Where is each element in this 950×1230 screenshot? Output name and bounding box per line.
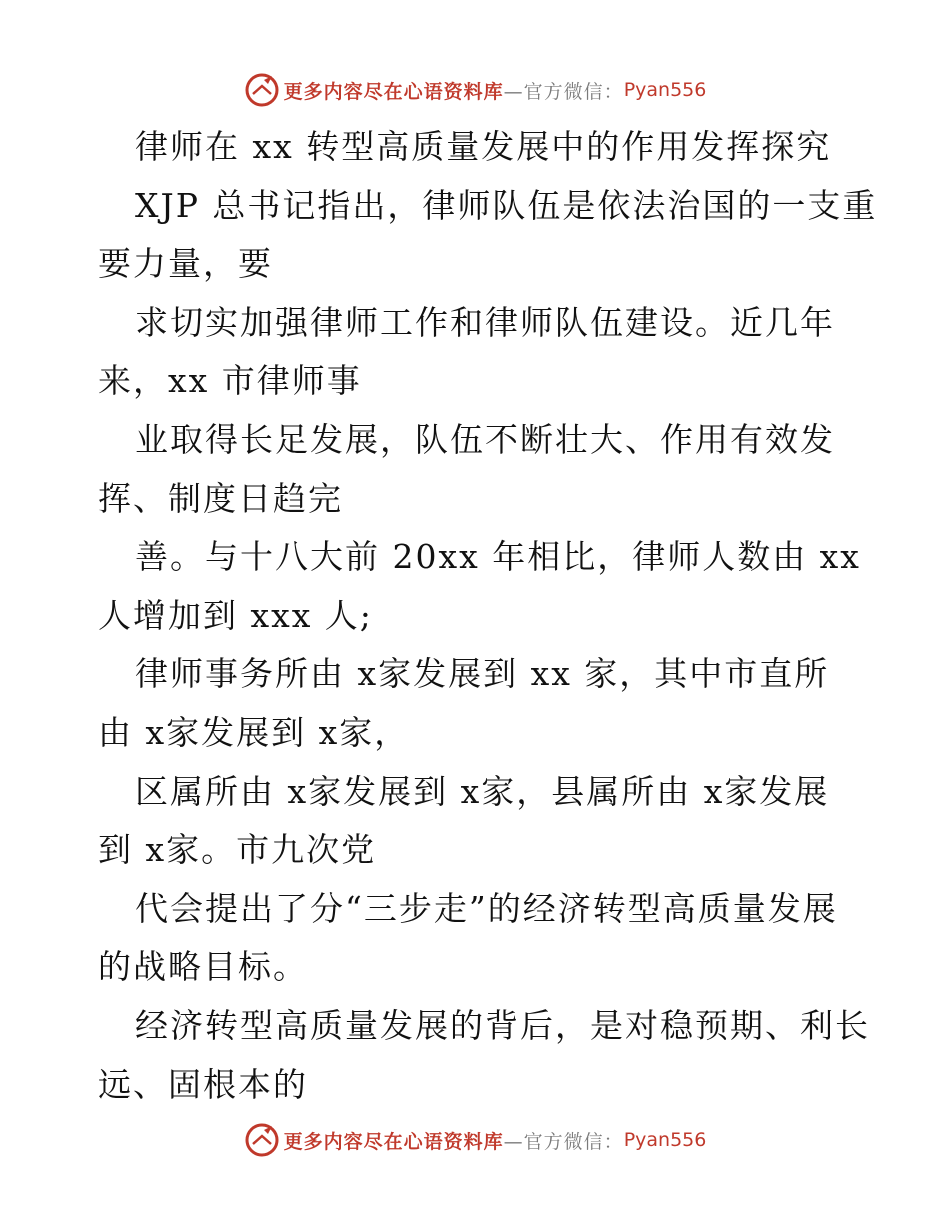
document-body: [98, 118, 878, 1114]
book-pen-logo-icon: [244, 72, 280, 108]
paragraph-line: 区属所由 x家发展到 x家，县属所由 x家发展: [135, 771, 830, 811]
document-title: 律师在 xx 转型高质量发展中的作用发挥探究: [135, 127, 832, 166]
paragraph-line: 人增加到 xxx 人;: [98, 595, 373, 635]
paragraph-line: 善。与十八大前 20xx 年相比，律师人数由 xx: [135, 537, 861, 577]
watermark-brand: 更多内容尽在心语资料库: [283, 1130, 504, 1153]
paragraph-line: 挥、制度日趋完: [98, 478, 343, 518]
watermark-separator: —官方微信：: [503, 80, 624, 103]
paragraph-line: 由 x家发展到 x家，: [98, 712, 410, 752]
watermark-brand: 更多内容尽在心语资料库: [283, 80, 504, 103]
paragraph-line: 代会提出了分“三步走”的经济转型高质量发展: [135, 888, 838, 928]
paragraph-line: 业取得长足发展，队伍不断壮大、作用有效发: [135, 419, 835, 459]
footer-watermark: [0, 1120, 950, 1160]
watermark-separator: —官方微信：: [503, 1130, 624, 1153]
header-watermark: [0, 70, 950, 110]
paragraph-line: 经济转型高质量发展的背后，是对稳预期、利长: [135, 1005, 870, 1045]
paragraph-line: 到 x家。市九次党: [98, 830, 377, 870]
paragraph-line: 要力量，要: [98, 244, 273, 284]
paragraph-line: 律师事务所由 x家发展到 xx 家，其中市直所: [135, 654, 830, 694]
paragraph-line: 来，xx 市律师事: [98, 361, 362, 401]
paragraph-line: XJP 总书记指出，律师队伍是依法治国的一支重: [135, 185, 878, 225]
paragraph-line: 的战略目标。: [98, 947, 308, 987]
book-pen-logo-icon: [244, 1122, 280, 1158]
watermark-account: Pyan556: [623, 79, 707, 101]
watermark-account: Pyan556: [623, 1129, 707, 1151]
paragraph-line: 远、固根本的: [98, 1064, 308, 1104]
paragraph-line: 求切实加强律师工作和律师队伍建设。近几年: [135, 302, 835, 342]
